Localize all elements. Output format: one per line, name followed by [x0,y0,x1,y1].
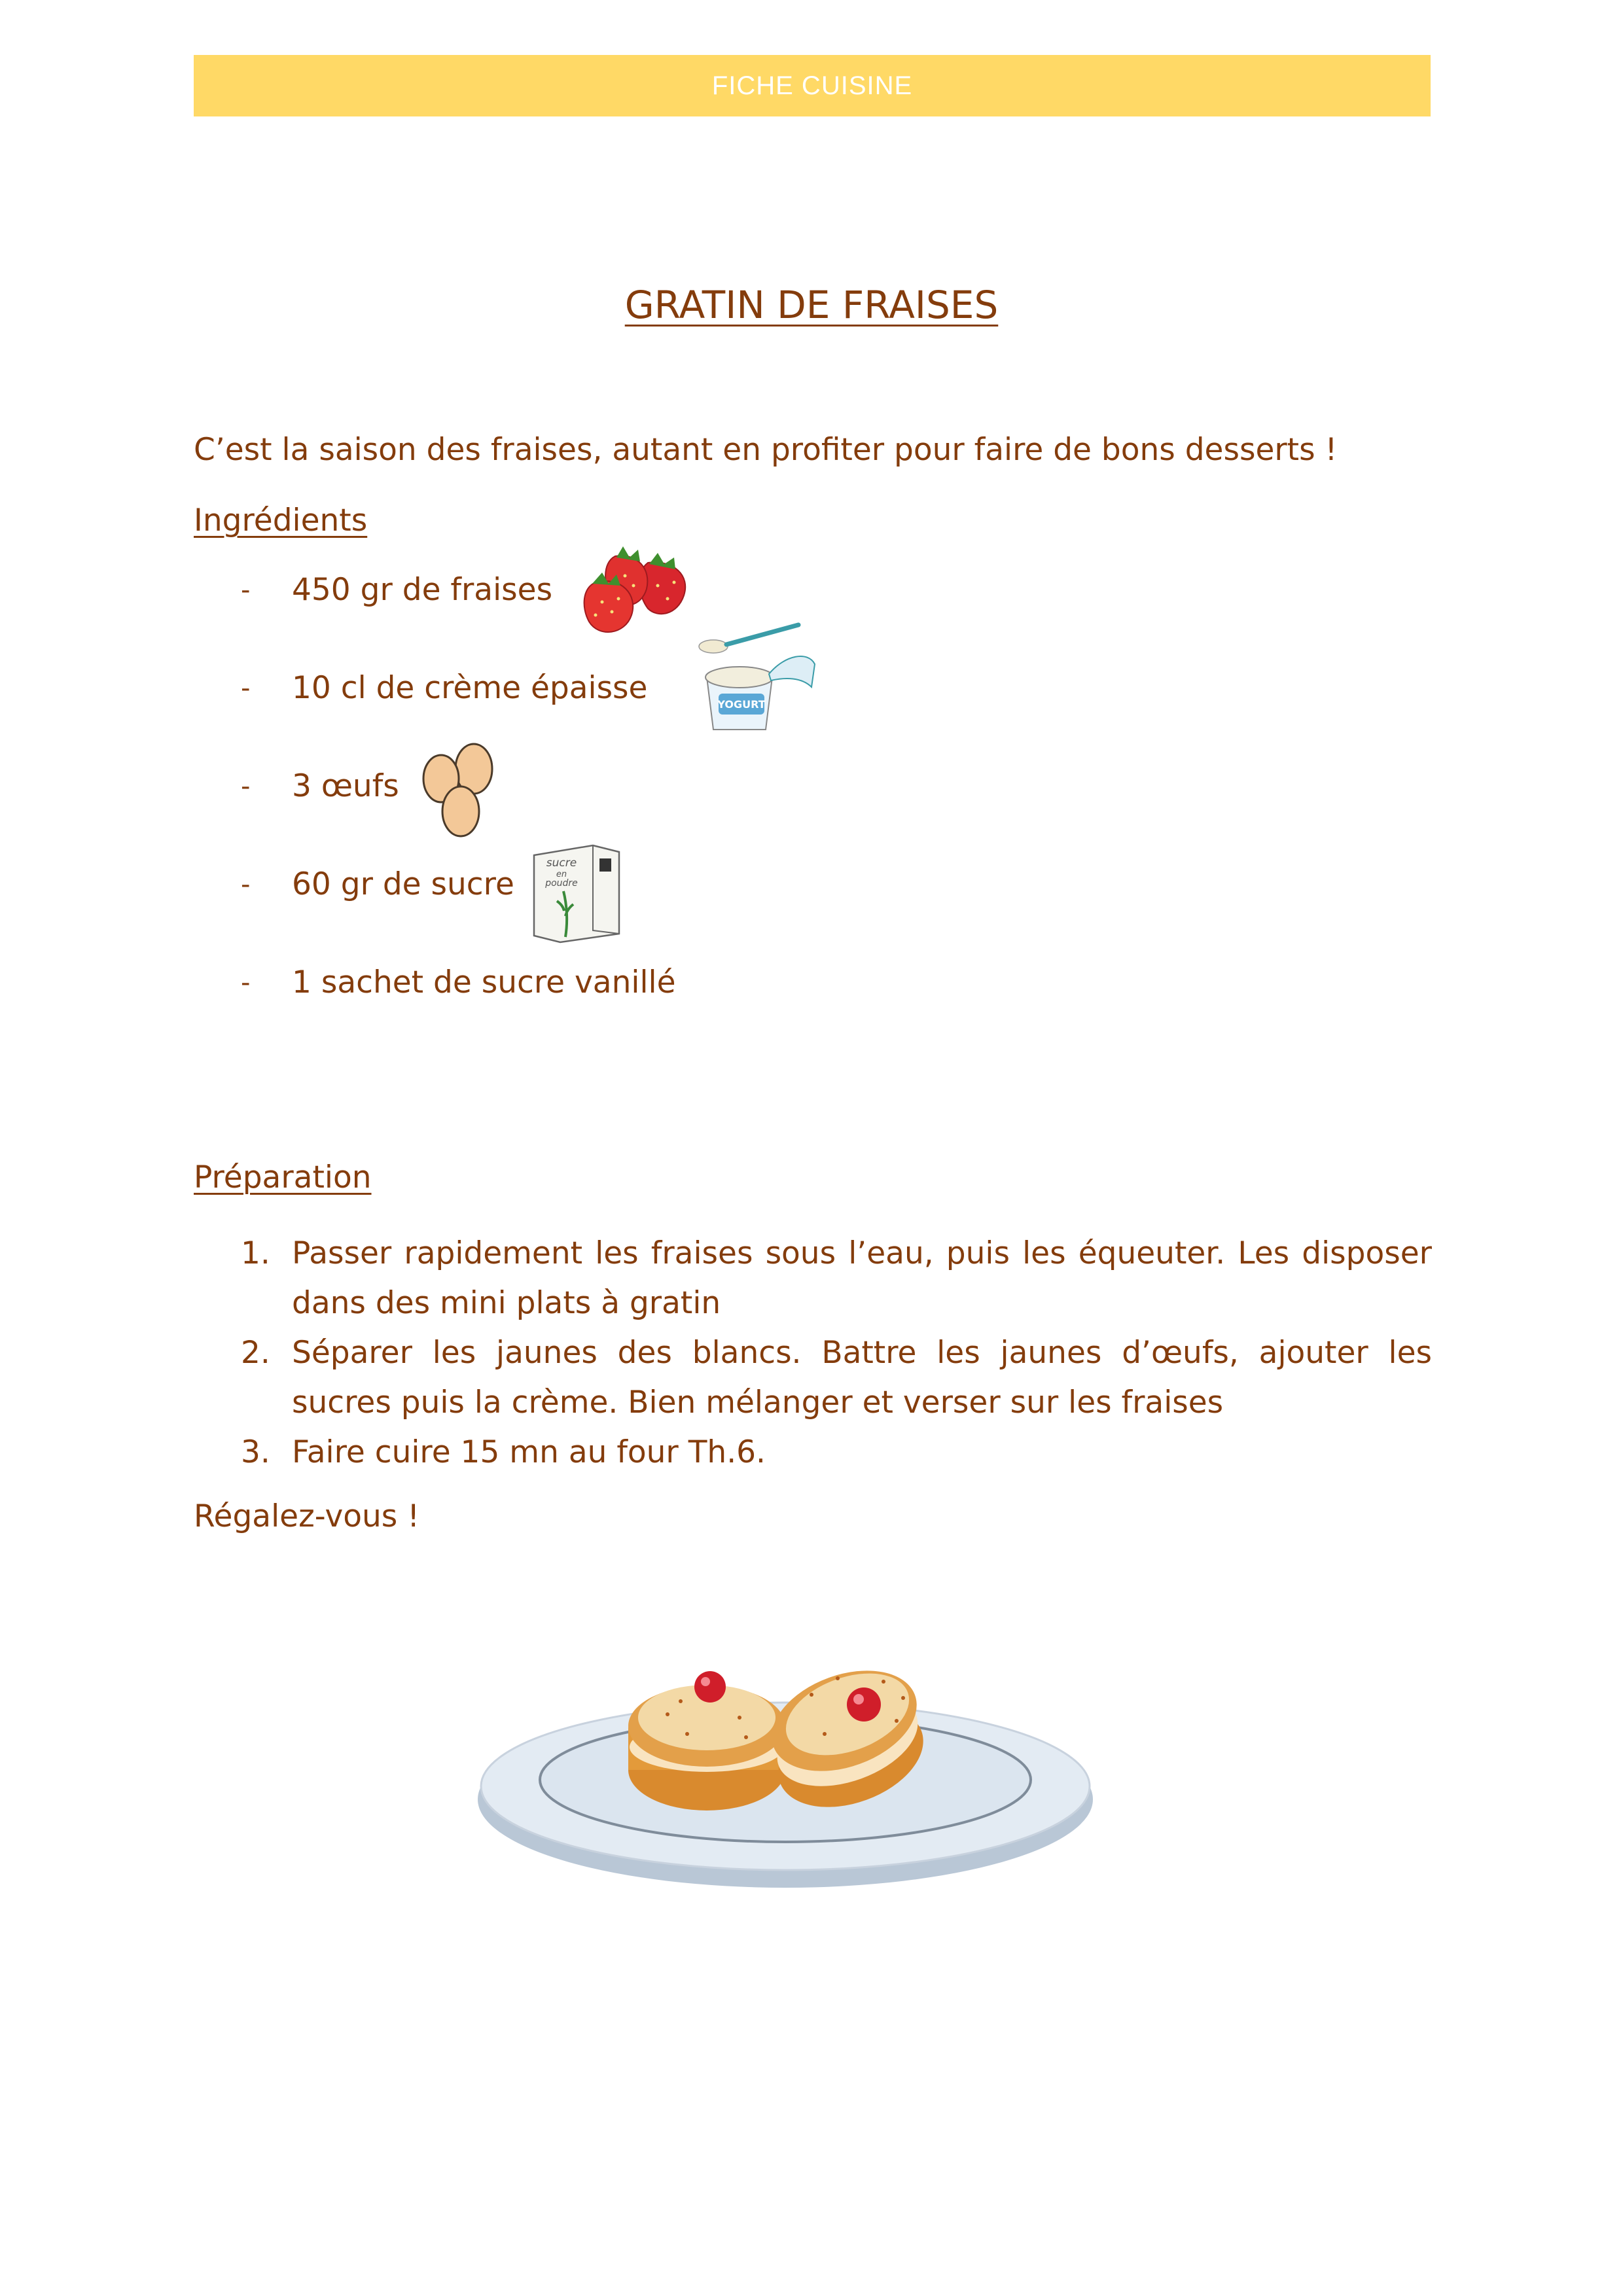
intro-text: C’est la saison des fraises, autant en profiter pour faire de bons desserts ! [194,432,1338,468]
strawberries-icon [576,537,694,641]
bullet-dash: - [241,967,251,998]
bullet-dash: - [241,771,251,802]
step-number: 3. [241,1434,270,1470]
ingredient-text: 1 sachet de sucre vanillé [292,964,676,1000]
header-band [194,55,1431,116]
ingredients-heading: Ingrédients [194,503,368,539]
ingredient-item [241,572,552,608]
sugar-box-label: sucre [546,857,577,870]
ingredient-text: 3 œufs [292,768,399,804]
eggs-icon [416,739,501,844]
step-text: Séparer les jaunes des blancs. Battre les jaunes d’œufs, ajouter les sucres puis la crème. Bien mélanger et verser sur les fraises [292,1335,1432,1421]
ingredient-item [241,866,514,902]
dessert-plate-illustration [471,1610,1099,1911]
ingredient-text: 450 gr de fraises [292,572,553,608]
bullet-dash: - [241,673,251,703]
ingredient-item [241,670,647,706]
step-number: 1. [241,1235,270,1271]
svg-text:YOGURT: YOGURT [717,698,766,711]
ingredient-text: 10 cl de crème épaisse [292,670,648,706]
ingredient-item [241,964,676,1000]
ingredient-text: 60 gr de sucre [292,866,514,902]
yogurt-icon [694,615,818,746]
sugar-box-label: poudre [545,878,578,889]
sugar-box-label: en [556,870,567,879]
preparation-heading: Préparation [194,1159,372,1195]
ingredient-item [241,768,399,804]
step-text: Passer rapidement les fraises sous l’eau, puis les équeuter. Les disposer dans des mini plats à gratin [292,1235,1432,1321]
bullet-dash: - [241,869,251,900]
step-text: Faire cuire 15 mn au four Th.6. [292,1434,766,1470]
recipe-title: GRATIN DE FRAISES [624,283,999,327]
bullet-dash: - [241,574,251,605]
closing-text: Régalez-vous ! [194,1498,420,1534]
step-number: 2. [241,1335,270,1371]
header-label: FICHE CUISINE [711,71,913,100]
sugar-box-icon [527,839,626,944]
